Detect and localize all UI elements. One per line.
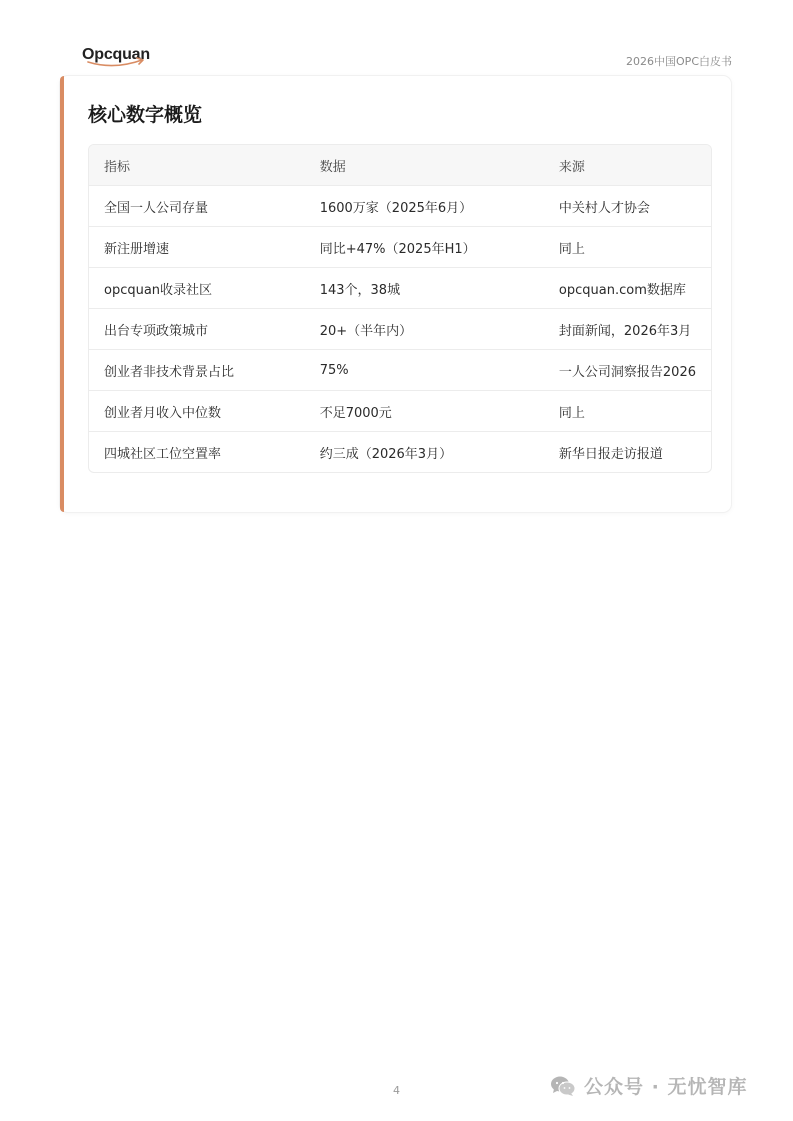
source-cell: 同上 — [544, 227, 711, 268]
table-row — [89, 391, 711, 432]
table-row — [89, 432, 711, 473]
column-header-source: 来源 — [544, 145, 711, 186]
page-number: 4 — [393, 1084, 400, 1097]
table-row — [89, 227, 711, 268]
table-row — [89, 350, 711, 391]
key-figures-table — [88, 144, 712, 473]
table-header-row — [89, 145, 711, 186]
section-title: 核心数字概览 — [88, 104, 203, 126]
source-cell: 一人公司洞察报告2026 — [544, 350, 711, 391]
data-cell: 75% — [305, 350, 544, 391]
table-row — [89, 309, 711, 350]
opcquan-logo — [82, 44, 150, 70]
table-row — [89, 186, 711, 227]
column-header-metric: 指标 — [89, 145, 305, 186]
document-title: 2026中国OPC白皮书 — [626, 55, 732, 68]
card-accent-bar — [60, 76, 64, 512]
metric-cell: 四城社区工位空置率 — [104, 446, 222, 462]
logo-text: Opcquan — [82, 46, 150, 63]
source-cell: 封面新闻，2026年3月 — [544, 309, 711, 350]
wechat-icon — [550, 1075, 576, 1097]
table-row — [89, 268, 711, 309]
metric-cell: 新注册增速 — [89, 227, 305, 268]
data-cell: 不足7000元 — [305, 391, 544, 432]
metric-cell: 出台专项政策城市 — [89, 309, 305, 350]
metric-cell: 全国一人公司存量 — [89, 186, 305, 227]
metric-cell: 创业者非技术背景占比 — [89, 350, 305, 391]
data-cell: 约三成（2026年3月） — [319, 446, 453, 462]
metric-cell: opcquan收录社区 — [89, 268, 305, 309]
key-figures-card — [60, 76, 731, 512]
data-cell: 143个，38城 — [305, 268, 544, 309]
source-cell: opcquan.com数据库 — [544, 268, 711, 309]
watermark-text: 公众号 · 无忧智库 — [584, 1076, 748, 1098]
page-header — [0, 0, 793, 72]
source-cell: 新华日报走访报道 — [558, 446, 663, 462]
data-cell: 20+（半年内） — [305, 309, 544, 350]
swoosh-arrow-icon — [84, 54, 146, 68]
source-cell: 同上 — [544, 391, 711, 432]
source-cell: 中关村人才协会 — [544, 186, 711, 227]
data-cell: 1600万家（2025年6月） — [305, 186, 544, 227]
metric-cell: 创业者月收入中位数 — [89, 391, 305, 432]
data-cell: 同比+47%（2025年H1） — [305, 227, 544, 268]
watermark — [550, 1072, 747, 1099]
column-header-data: 数据 — [305, 145, 544, 186]
